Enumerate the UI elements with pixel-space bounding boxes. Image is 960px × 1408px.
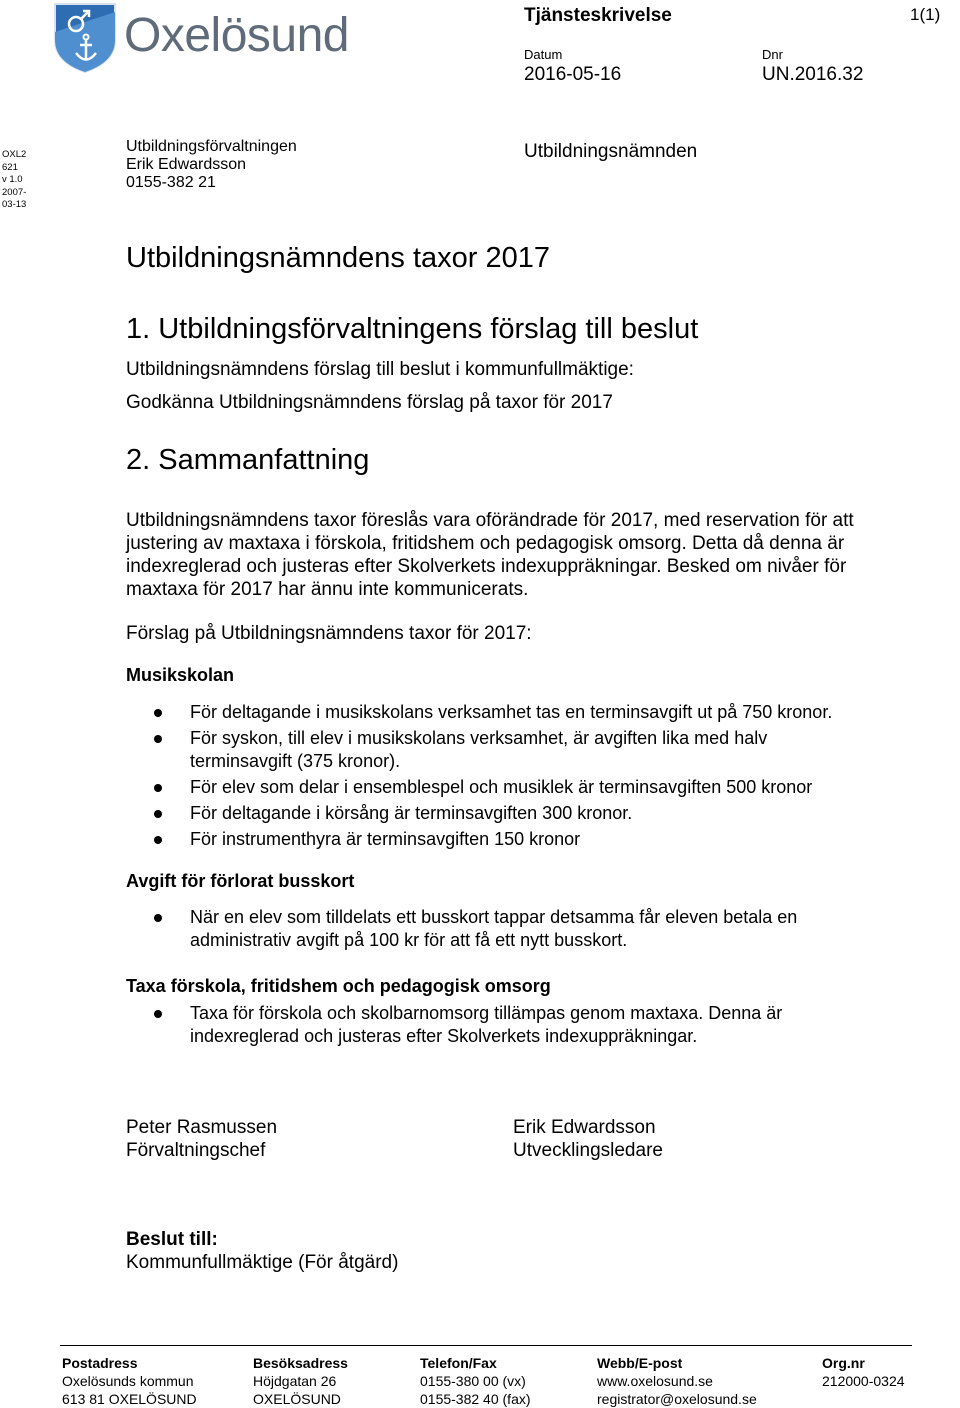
bullet-icon	[154, 784, 162, 792]
musikskolan-heading: Musikskolan	[126, 665, 235, 685]
footer-phone	[420, 1354, 531, 1408]
decision-value: Kommunfullmäktige (För åtgärd)	[126, 1252, 399, 1273]
footer-orgnr	[822, 1354, 905, 1390]
footer-web	[597, 1354, 757, 1408]
list-item	[126, 802, 926, 825]
proposal-intro: Förslag på Utbildningsnämndens taxor för 2017:	[126, 623, 532, 644]
list-item	[126, 701, 926, 724]
decision-label: Beslut till:	[126, 1229, 218, 1250]
signer-title: Förvaltningschef	[126, 1140, 266, 1161]
org-wordmark: Oxelösund	[124, 9, 349, 62]
sender-phone: 0155-382 21	[126, 174, 216, 191]
footer-line: Oxelösunds kommun	[62, 1373, 194, 1389]
list-item-text: terminsavgift (375 kronor).	[190, 751, 401, 771]
footer-heading: Webb/E-post	[597, 1355, 683, 1371]
date-value: 2016-05-16	[524, 64, 622, 85]
bullet-icon	[154, 810, 162, 818]
sender-department: Utbildningsförvaltningen	[126, 138, 297, 155]
signature-block	[126, 1116, 277, 1162]
summary-paragraph	[126, 509, 926, 601]
forskola-list	[126, 1002, 926, 1048]
list-item	[126, 1002, 926, 1048]
bullet-icon	[154, 914, 162, 922]
footer-divider	[60, 1345, 912, 1346]
dnr-label: Dnr	[762, 47, 783, 62]
list-item-text: administrativ avgift på 100 kr för att få ett nytt busskort.	[190, 930, 628, 950]
bullet-icon	[154, 1010, 162, 1018]
footer-line: 0155-380 00 (vx)	[420, 1373, 526, 1389]
list-item	[126, 727, 926, 773]
footer-heading: Besöksadress	[253, 1355, 348, 1371]
list-item-text: För deltagande i musikskolans verksamhet tas en terminsavgift ut på 750 kronor.	[190, 702, 833, 722]
dnr-value: UN.2016.32	[762, 64, 864, 85]
document-type: Tjänsteskrivelse	[524, 5, 672, 26]
municipality-logo	[52, 2, 118, 74]
forskola-heading: Taxa förskola, fritidshem och pedagogisk omsorg	[126, 976, 551, 996]
summary-line: justering av maxtaxa i förskola, fritidshem och pedagogisk omsorg. Detta då denna är	[126, 533, 845, 554]
list-item-text: När en elev som tilldelats ett busskort tappar detsamma får eleven betala en	[190, 907, 798, 927]
footer-line: OXELÖSUND	[253, 1391, 341, 1407]
list-item-text: För deltagande i körsång är terminsavgiften 300 kronor.	[190, 803, 633, 823]
bullet-icon	[154, 735, 162, 743]
musikskolan-list	[126, 701, 926, 851]
footer-line: 212000-0324	[822, 1373, 905, 1389]
page-number: 1(1)	[910, 5, 941, 24]
footer-heading: Postadress	[62, 1355, 138, 1371]
summary-line: indexreglerad och justeras efter Skolverkets indexuppräkningar. Besked om nivåer för	[126, 556, 847, 577]
footer-postal	[62, 1354, 197, 1408]
signer-name: Erik Edwardsson	[513, 1117, 656, 1138]
section-1-heading: 1. Utbildningsförvaltningens förslag till beslut	[126, 313, 699, 345]
list-item-text: För instrumenthyra är terminsavgiften 150 kronor	[190, 829, 581, 849]
summary-line: Utbildningsnämndens taxor föreslås vara oförändrade för 2017, med reservation för att	[126, 510, 854, 531]
list-item	[126, 906, 926, 952]
signer-title: Utvecklingsledare	[513, 1140, 663, 1161]
footer-line: Höjdgatan 26	[253, 1373, 337, 1389]
sender-block	[126, 138, 297, 192]
footer-line: 613 81 OXELÖSUND	[62, 1391, 197, 1407]
footer-web-link[interactable]: www.oxelosund.se	[597, 1373, 713, 1389]
footer-email-link[interactable]: registrator@oxelosund.se	[597, 1391, 757, 1407]
signature-block	[513, 1116, 663, 1162]
list-item-text: För elev som delar i ensemblespel och musiklek är terminsavgiften 500 kronor	[190, 777, 813, 797]
summary-line: maxtaxa för 2017 har ännu inte kommunicerats.	[126, 579, 529, 600]
list-item	[126, 828, 926, 851]
document-title: Utbildningsnämndens taxor 2017	[126, 242, 550, 274]
list-item-text: indexreglerad och justeras efter Skolverkets indexuppräkningar.	[190, 1026, 698, 1046]
footer-line: 0155-382 40 (fax)	[420, 1391, 531, 1407]
footer-visit	[253, 1354, 348, 1408]
busskort-list	[126, 906, 926, 952]
template-code-line: 621	[2, 161, 18, 173]
footer-heading: Telefon/Fax	[420, 1355, 497, 1371]
bullet-icon	[154, 836, 162, 844]
coat-of-arms-icon	[52, 2, 118, 74]
list-item-text: Taxa för förskola och skolbarnomsorg tillämpas genom maxtaxa. Denna är	[190, 1003, 783, 1023]
sender-name: Erik Edwardsson	[126, 156, 247, 173]
section-1-line: Utbildningsnämndens förslag till beslut i kommunfullmäktige:	[126, 359, 634, 380]
signer-name: Peter Rasmussen	[126, 1117, 278, 1138]
section-2-heading: 2. Sammanfattning	[126, 444, 370, 476]
footer-heading: Org.nr	[822, 1355, 865, 1371]
recipient: Utbildningsnämnden	[524, 141, 698, 162]
template-code-line: 03-13	[2, 199, 27, 210]
template-code-line: OXL2	[2, 149, 27, 160]
section-1-line: Godkänna Utbildningsnämndens förslag på taxor för 2017	[126, 392, 613, 413]
busskort-heading: Avgift för förlorat busskort	[126, 871, 355, 891]
list-item-text: För syskon, till elev i musikskolans verksamhet, är avgiften lika med halv	[190, 728, 768, 748]
bullet-icon	[154, 709, 162, 717]
template-code-line: 2007-	[2, 186, 27, 198]
list-item	[126, 776, 926, 799]
template-code-line: v 1.0	[2, 174, 23, 185]
date-label: Datum	[524, 47, 563, 62]
template-code	[2, 149, 42, 212]
